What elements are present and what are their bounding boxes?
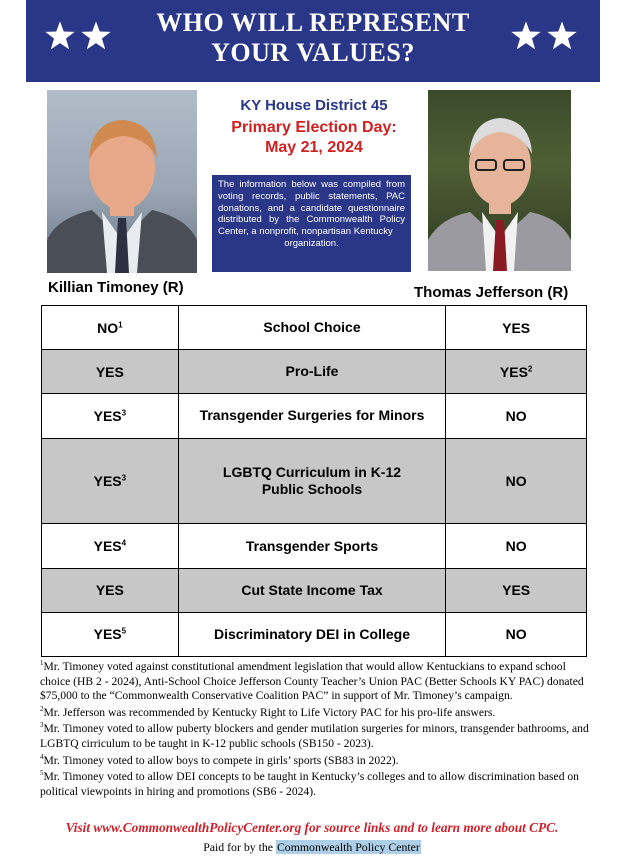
footnote xyxy=(40,754,596,769)
table-row xyxy=(42,394,587,438)
issue-cell xyxy=(178,438,446,524)
timoney-vote-value: YES xyxy=(95,363,124,380)
election-date: May 21, 2024 xyxy=(265,139,363,156)
jefferson-vote-value: YES xyxy=(502,582,531,599)
issue-cell xyxy=(178,568,446,612)
paid-org: Commonwealth Policy Center xyxy=(276,840,420,854)
issue-cell xyxy=(178,350,446,394)
timoney-vote-value: YES xyxy=(93,407,122,424)
issue-label: Discriminatory DEI in College xyxy=(213,625,411,642)
star-icon xyxy=(510,20,542,52)
candidate-name-left: Killian Timoney (R) xyxy=(48,279,184,296)
page-title xyxy=(136,8,490,68)
star-icon xyxy=(546,20,578,52)
issue-label: Transgender Sports xyxy=(245,537,379,554)
table-row xyxy=(42,524,587,568)
title-line-1: WHO WILL REPRESENT xyxy=(156,8,470,37)
footnote-marker: 5 xyxy=(121,626,127,636)
footnote-marker: 2 xyxy=(527,364,533,374)
jefferson-vote xyxy=(446,394,587,438)
left-stars xyxy=(44,20,112,52)
table-row xyxy=(42,438,587,524)
info-text-end: organization. xyxy=(284,237,339,249)
table-row xyxy=(42,612,587,656)
timoney-vote-value: YES xyxy=(93,538,122,554)
footnote-text: Mr. Timoney voted to allow DEI concepts to be taught in Kentucky’s colleges and to allow discrimination based on political viewpoints in hiring and promotions (SB6 - 2024). xyxy=(40,770,579,798)
footnote xyxy=(40,722,596,751)
issue-label: School Choice xyxy=(263,319,361,336)
candidate-name-right: Thomas Jefferson (R) xyxy=(414,284,569,301)
footnote-number: 5 xyxy=(40,769,44,778)
timoney-vote-value: YES xyxy=(93,626,122,643)
timoney-vote xyxy=(42,568,179,612)
candidate-photo-right xyxy=(428,90,571,271)
candidate-photo-left xyxy=(47,90,197,273)
timoney-vote-value: YES xyxy=(93,472,122,489)
footnotes xyxy=(40,660,596,801)
timoney-vote xyxy=(42,524,179,568)
timoney-vote xyxy=(42,306,179,350)
footnote-number: 3 xyxy=(40,721,44,730)
table-row xyxy=(42,568,587,612)
issue-label: Transgender Surgeries for Minors xyxy=(199,407,425,424)
issue-cell xyxy=(178,524,446,568)
jefferson-vote xyxy=(446,306,587,350)
table-row xyxy=(42,306,587,350)
footnote-marker: 3 xyxy=(121,408,127,418)
footnote-text: Mr. Timoney voted to allow puberty blockers and gender mutilation surgeries for minors, transgender bathrooms, and LGBTQ cirriculum to be taught in K-12 public schools (SB150 - 2023). xyxy=(40,722,589,750)
issue-label: Cut State Income Tax xyxy=(241,581,383,598)
issue-label: Pro-Life xyxy=(285,363,339,380)
footnote-number: 4 xyxy=(40,752,44,761)
jefferson-vote xyxy=(446,350,587,394)
comparison-table xyxy=(41,305,587,657)
issue-cell xyxy=(178,394,446,438)
star-icon xyxy=(44,20,76,52)
paid-prefix: Paid for by the xyxy=(203,840,276,854)
star-icon xyxy=(80,20,112,52)
footnote xyxy=(40,660,596,704)
district-label: KY House District 45 xyxy=(240,97,388,114)
footnote xyxy=(40,706,596,721)
info-box xyxy=(212,175,411,272)
jefferson-vote xyxy=(446,524,587,568)
timoney-vote xyxy=(42,612,179,656)
jefferson-vote-value: NO xyxy=(505,472,527,489)
timoney-vote-value: YES xyxy=(95,582,124,599)
footnote-number: 2 xyxy=(40,704,44,713)
title-banner xyxy=(26,0,600,82)
election-label: Primary Election Day: xyxy=(231,119,397,136)
footnote-text: Mr. Jefferson was recommended by Kentucky Right to Life Victory PAC for his pro-life answers. xyxy=(43,705,496,719)
footnote-marker: 3 xyxy=(121,473,127,483)
jefferson-vote-value: NO xyxy=(505,626,527,643)
info-text: The information below was compiled from voting records, public statements, PAC donations, and a candidate questionnaire distributed by the Commonwealth Policy Center, a nonprofit, nonpartisan Kentucky xyxy=(218,179,405,238)
timoney-vote xyxy=(42,350,179,394)
footnote-marker: 4 xyxy=(121,538,127,548)
jefferson-vote-value: NO xyxy=(505,538,527,554)
timoney-vote xyxy=(42,438,179,524)
timoney-vote xyxy=(42,394,179,438)
jefferson-vote-value: YES xyxy=(499,363,528,380)
footnote-marker: 1 xyxy=(118,319,123,329)
footnote-text: Mr. Timoney voted to allow boys to compete in girls’ sports (SB83 in 2022). xyxy=(43,753,399,767)
issue-cell xyxy=(178,612,446,656)
title-line-2: YOUR VALUES? xyxy=(211,38,415,67)
paid-for-line xyxy=(0,840,624,855)
website-link[interactable]: Visit www.CommonwealthPolicyCenter.org for source links and to learn more about CPC. xyxy=(65,820,559,835)
jefferson-vote xyxy=(446,438,587,524)
footnote-number: 1 xyxy=(40,659,44,668)
issue-label-line2: Public Schools xyxy=(261,480,363,497)
jefferson-vote-value: YES xyxy=(502,319,531,336)
table-row xyxy=(42,350,587,394)
issue-cell xyxy=(178,306,446,350)
footnote xyxy=(40,770,596,799)
jefferson-vote xyxy=(446,568,587,612)
election-header xyxy=(204,97,424,158)
issue-label: LGBTQ Curriculum in K-12 xyxy=(222,463,402,480)
jefferson-vote xyxy=(446,612,587,656)
right-stars xyxy=(510,20,578,52)
jefferson-vote-value: NO xyxy=(505,407,527,424)
footnote-text: Mr. Timoney voted against constitutional amendment legislation that would allow Kentuckians to expand school choice (HB 2 - 2024), Anti-School Choice Jefferson County Teacher’s Union PAC (Better Schools KY PAC) donated $75,000 to the “Commonwealth Conservative Coalition PAC” in support of Mr. Timoney’s campaign. xyxy=(40,660,584,703)
timoney-vote-value: NO xyxy=(97,319,119,336)
